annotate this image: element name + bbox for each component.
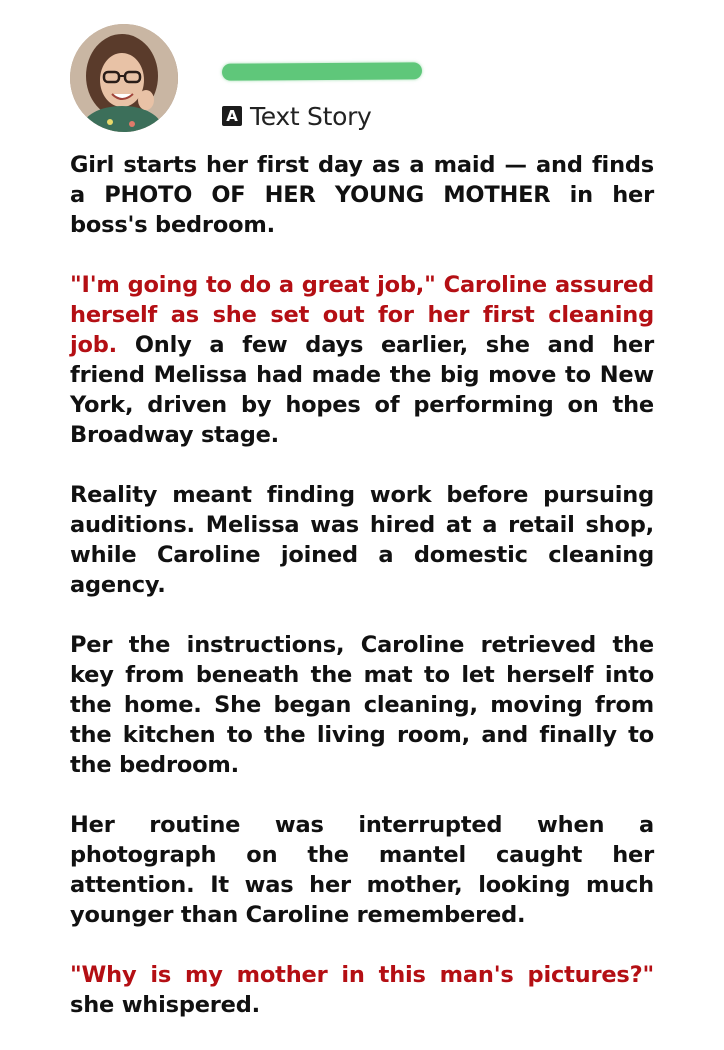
story-type-label: Text Story (250, 101, 372, 131)
paragraph-text: Only a few days earlier, she and her friend Melissa had made the big move to New York, driven by hopes of performing on the Broadway stage. (70, 332, 654, 448)
paragraph-text: she whispered. (70, 992, 260, 1018)
profile-photo-icon (70, 24, 178, 132)
highlighted-quote: "Why is my mother in this man's pictures?" (70, 962, 654, 988)
highlighted-quote: "I'm going to do a great job," Caroline assured herself as she set out for her first cleaning job. (70, 272, 654, 358)
story-header (0, 0, 724, 150)
story-body (70, 150, 654, 1050)
story-paragraph: Reality meant finding work before pursuing auditions. Melissa was hired at a retail shop, while Caroline joined a domestic cleaning agency. (70, 482, 654, 598)
story-paragraph: Per the instructions, Caroline retrieved the key from beneath the mat to let herself into the home. She began cleaning, moving from the kitchen to the living room, and finally to the bedroom. (70, 632, 654, 778)
story-paragraph (70, 270, 654, 450)
text-story-icon: A (222, 106, 242, 126)
redacted-author-name (222, 62, 422, 80)
story-paragraph (70, 960, 654, 1020)
story-type-tag (222, 100, 372, 132)
story-paragraph: Her routine was interrupted when a photograph on the mantel caught her attention. It was her mother, looking much younger than Caroline remembered. (70, 812, 654, 928)
story-headline: Girl starts her first day as a maid — and finds a PHOTO OF HER YOUNG MOTHER in her boss's bedroom. (70, 152, 654, 238)
author-avatar[interactable] (70, 24, 178, 132)
